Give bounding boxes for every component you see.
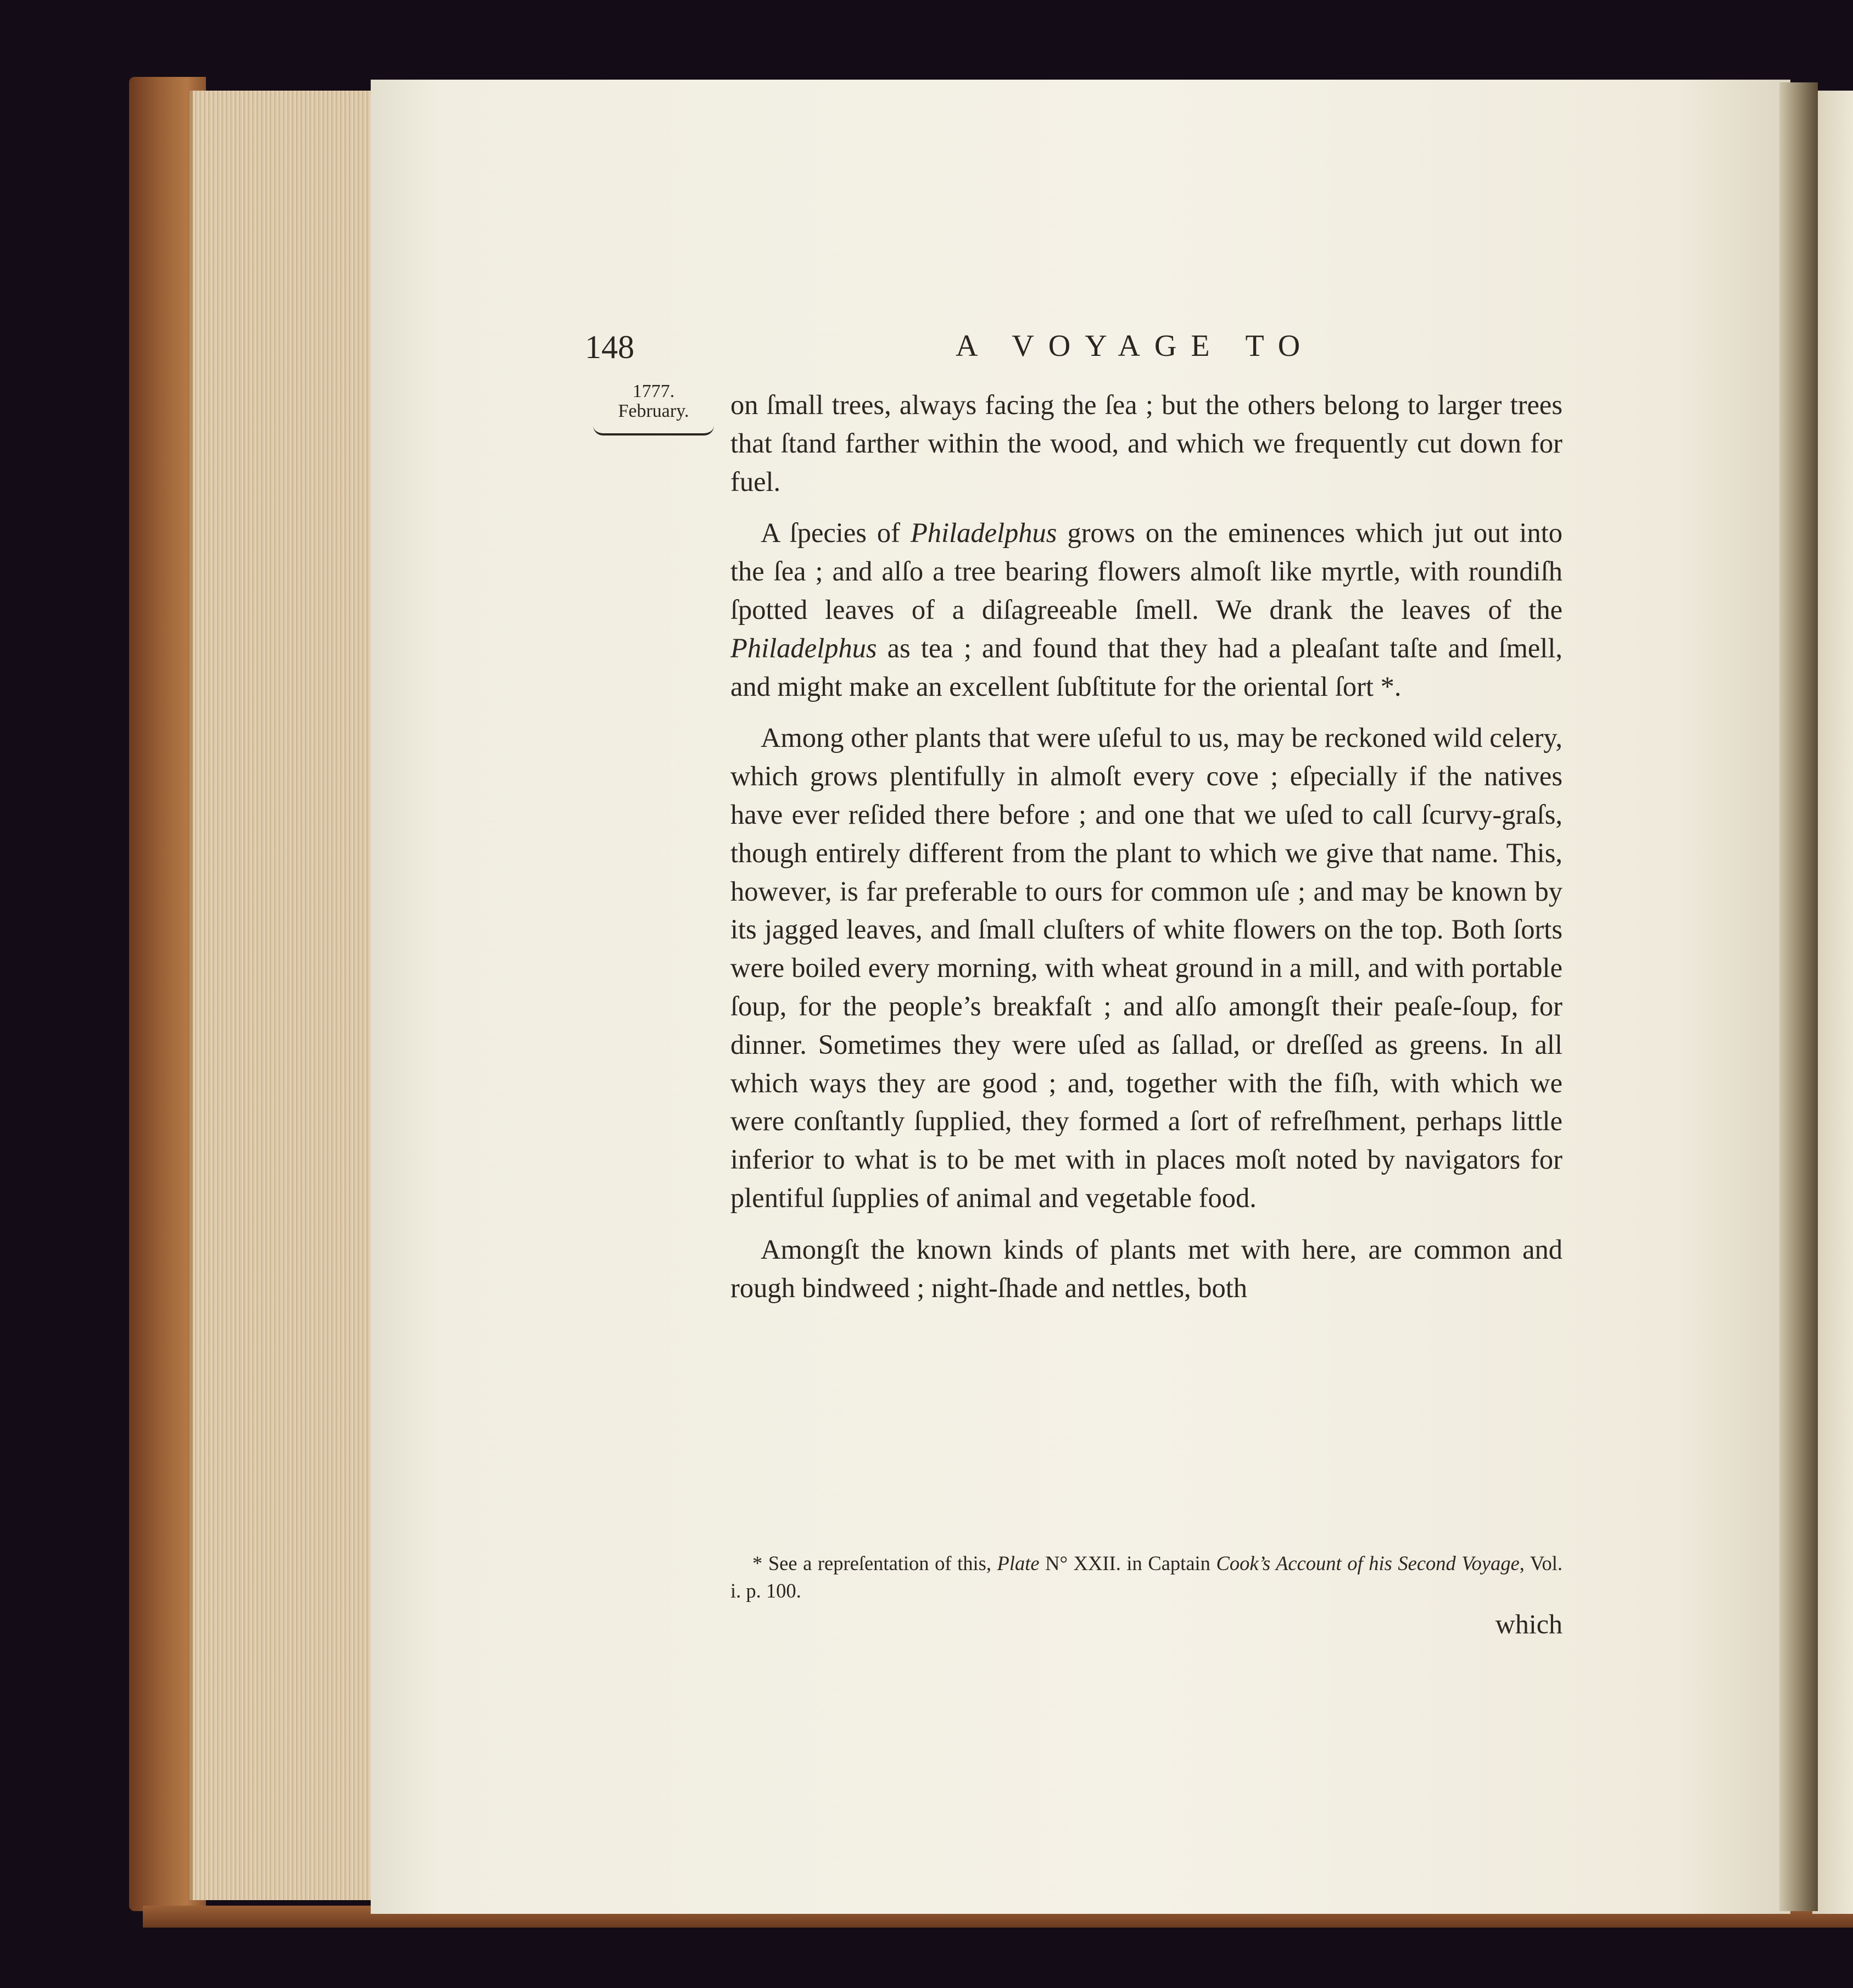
running-title: A VOYAGE TO [956, 329, 1315, 363]
body-text [730, 386, 1562, 1307]
facing-page-edge [1812, 91, 1853, 1914]
page-number: 148 [585, 329, 634, 365]
paragraph-4: Amongſt the known kinds of plants met with here, are common and rough bindweed ; night-ſhade and nettles, both [730, 1233, 1562, 1303]
paragraph-1: on ſmall trees, always facing the ſea ; but the others belong to larger trees that ſtand farther within the wood, and which we frequently cut down for fuel. [730, 389, 1562, 497]
paragraph-3: Among other plants that were uſeful to us, may be reckoned wild celery, which grows plentifully in almoſt every cove ; eſpecially if the natives have ever reſided there before ; and one that we uſed to call ſcurvy-graſs, though entirely different from the plant to which we give that name. This, however, is far preferable to ours for common uſe ; and may be known by its jagged leaves, and ſmall cluſters of white flowers on the top. Both ſorts were boiled every morning, with wheat ground in a mill, and with portable ſoup, for the people’s breakfaſt ; and alſo amongſt their peaſe-ſoup, for dinner. Sometimes they were uſed as ſallad, or dreſſed as greens. In all which ways they are good ; and, together with the fiſh, with which we were conſtantly ſupplied, they formed a ſort of refreſhment, perhaps little inferior to what is to be met with in places moſt noted by navigators for plentiful ſupplies of animal and vegetable food. [730, 722, 1562, 1213]
brace-ornament [593, 426, 714, 435]
page-header [571, 328, 1593, 372]
footnote: * See a repreſentation of this, Plate N° XXII. in Captain Cook’s Account of his Second Voyage, Vol. i. p. 100. [730, 1552, 1562, 1602]
italic-term: Philadelphus [730, 632, 877, 663]
margin-year: 1777. [632, 381, 675, 401]
margin-date-note [593, 382, 714, 435]
italic-term: Philadelphus [910, 517, 1057, 549]
paragraph-2: A ſpecies of Philadelphus grows on the eminences which jut out into the ſea ; and alſo a tree bearing flowers almoſt like myrtle, with roundiſh ſpotted leaves of a diſagreeable ſmell. We drank the leaves of the Philadelphus as tea ; and found that they had a pleaſant taſte and ſmell, and might make an excellent ſubſtitute for the oriental ſort *. [730, 517, 1562, 702]
margin-month: February. [618, 401, 689, 421]
catchword: which [1495, 1609, 1562, 1639]
book-gutter [1779, 82, 1818, 1911]
page-edges [189, 91, 377, 1900]
